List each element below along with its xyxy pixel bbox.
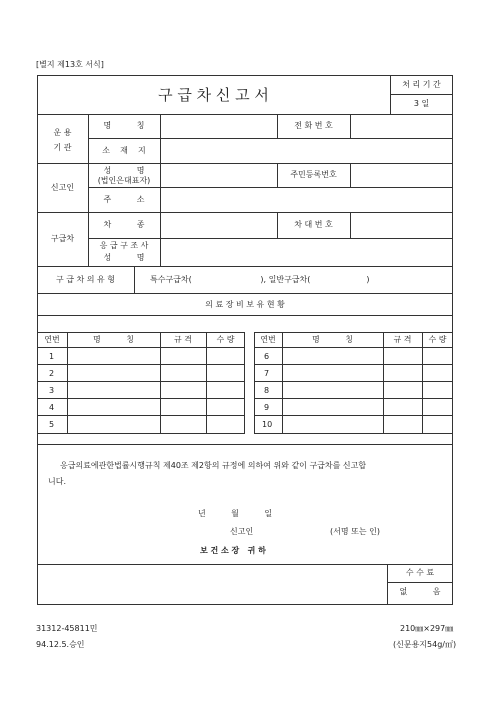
operator-phone-label: 전 화 번 호: [294, 121, 333, 130]
processing-period-value: 3 일: [413, 99, 430, 108]
form-title: 구 급 차 신 고 서: [158, 86, 269, 104]
left-row-number: 2: [49, 369, 55, 378]
operator-name-label: 명 칭: [103, 121, 145, 130]
fee-label: 수 수 료: [405, 568, 435, 577]
reporter-address-field[interactable]: [161, 188, 452, 212]
ambulance-plate-field[interactable]: [351, 213, 452, 238]
form-code: 31312-45811민: [36, 624, 98, 633]
left-row-number: 5: [49, 420, 55, 429]
equipment-heading: 의 료 장 비 보 유 현 황: [205, 300, 285, 309]
declaration-date[interactable]: 년 월 일: [198, 509, 273, 518]
right-row-number: 9: [264, 403, 270, 412]
reporter-name-sublabel: (법인은대표자): [97, 176, 151, 185]
rescuer-label: 응 급 구 조 사: [99, 241, 149, 250]
right-header-spec: 규 격: [393, 335, 412, 344]
fee-value: 없 음: [399, 587, 441, 596]
form-number-tag: [별지 제13호 서식]: [36, 60, 104, 69]
operator-address-label: 소 재 지: [102, 146, 146, 155]
ambulance-plate-label: 차 대 번 호: [294, 220, 333, 229]
left-row-number: 3: [49, 386, 55, 395]
reporter-id-field[interactable]: [351, 164, 452, 187]
declaration-text-end: 니다.: [48, 477, 66, 486]
right-header-no: 연번: [260, 335, 276, 344]
reporter-address-label: 주 소: [103, 195, 145, 204]
right-header-qty: 수 량: [428, 335, 447, 344]
left-header-qty: 수 량: [216, 335, 235, 344]
recipient: 보 건 소 장 귀 하: [200, 546, 266, 555]
right-row-number: 6: [264, 352, 270, 361]
ambulance-section-label: 구급차: [50, 234, 75, 243]
signer-label: 신고인: [230, 527, 254, 536]
left-row-number: 1: [49, 352, 55, 361]
approval-date: 94.12.5.승인: [36, 640, 85, 649]
ambulance-kind-label: 구 급 차 의 유 형: [55, 275, 116, 284]
declaration-text: 응급의료에관한법률시행규칙 제40조 제2항의 규정에 의하여 위와 같이 구급차를 신고합: [60, 461, 367, 470]
left-row-number: 4: [49, 403, 55, 412]
ambulance-type-label: 차 종: [103, 220, 145, 229]
right-row-number: 10: [262, 420, 273, 429]
rescuer-name-label: 성 명: [103, 253, 145, 262]
operator-phone-field[interactable]: [351, 115, 452, 138]
paper-type: (신문용지54g/㎡): [393, 640, 457, 649]
left-header-no: 연번: [44, 335, 60, 344]
operator-name-field[interactable]: [161, 115, 277, 138]
right-header-name: 명 칭: [312, 335, 353, 344]
ambulance-type-field[interactable]: [161, 213, 277, 238]
left-header-name: 명 칭: [93, 335, 134, 344]
processing-period-label: 처 리 기 간: [402, 80, 441, 89]
signature-hint[interactable]: (서명 또는 인): [330, 527, 380, 536]
rescuer-name-field[interactable]: [161, 239, 452, 266]
reporter-name-label: 성 명: [103, 166, 145, 175]
ambulance-kind-options[interactable]: 특수구급차( ), 일반구급차( ): [150, 275, 370, 284]
operator-address-field[interactable]: [161, 139, 452, 163]
right-row-number: 8: [264, 386, 270, 395]
reporter-section-label: 신고인: [50, 183, 75, 192]
left-header-spec: 규 격: [174, 335, 192, 344]
paper-size: 210㎜×297㎜: [400, 624, 454, 633]
reporter-id-label: 주민등록번호: [290, 170, 337, 179]
reporter-name-field[interactable]: [161, 164, 277, 187]
operator-section-label: 운 용 기 관: [53, 128, 72, 152]
right-row-number: 7: [264, 369, 270, 378]
